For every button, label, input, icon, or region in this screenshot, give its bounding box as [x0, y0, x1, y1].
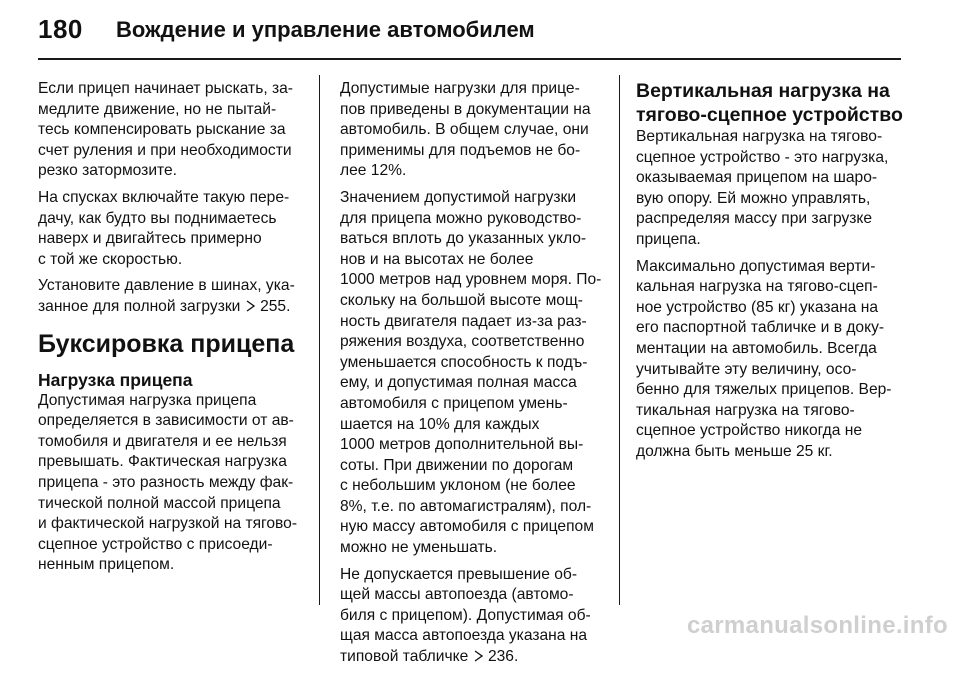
section-heading: Буксировка прицепа: [38, 329, 295, 358]
paragraph-vertical-load-max: Максимально допустимая верти- кальная нагрузка на тягово-сцеп- ное устройство (85 кг) указана на его паспортной табличке и в доку- ментации на автомобиль. Всегда учитывайте эту величину, осо- бенно для тяжелых прицепов. Вер- тикальная нагрузка на тягово- сцепное устройство никогда не должна быть меньше 25 кг.: [636, 257, 892, 460]
column-divider-1: [319, 75, 320, 605]
paragraph-trailer-load: Допустимая нагрузка прицепа определяется в зависимости от ав- томобиля и двигателя и ее нельзя превышать. Фактическая нагрузка прицепа - это разность между фак- тической полной массой прицепа и фактической нагрузкой на тягово- сцепное устройство с присоеди- ненным прицепом.: [38, 391, 298, 574]
paragraph-descent: На спусках включайте такую пере- дачу, как будто вы поднимаетесь наверх и двигайтесь примерно с той же скоростью.: [38, 188, 290, 268]
header-rule: [38, 58, 901, 60]
paragraph-permitted-loads: Допустимые нагрузки для прице- пов приведены в документации на автомобиль. В общем случае, они применимы для подъемов не бо- лее 12%.: [340, 80, 591, 180]
column-divider-2: [619, 75, 620, 605]
paragraph-vertical-load-definition: Вертикальная нагрузка на тягово- сцепное устройство - это нагрузка, оказываемая прицепом на шаро- вую опору. Ей можно управлять, распределяя массу при загрузке прицепа.: [636, 128, 889, 248]
subsection-heading: Нагрузка прицепа: [38, 369, 193, 390]
tire-pressure-text: Установите давление в шинах, ука- занное для полной загрузки: [38, 277, 295, 315]
page-reference-link[interactable]: 255.: [260, 297, 291, 315]
section-heading-vertical-load: Вертикальная нагрузка на тягово-сцепное устройство: [636, 80, 903, 126]
column-3: [636, 79, 908, 469]
page-reference-arrow-icon: [474, 650, 483, 662]
page-header: [38, 10, 923, 60]
column-1: [38, 79, 310, 582]
paragraph-yaw: Если прицеп начинает рыскать, за- медлите движение, но не пытай- тесь компенсировать рыскание за счет руления и при необходимости резко затормозите.: [38, 80, 294, 180]
chapter-title: Вождение и управление автомобилем: [116, 17, 535, 42]
gross-mass-text: Не допускается превышение об- щей массы автопоезда (автомо- биля с прицепом). Допустимая об- щая масса автопоезда указана на типовой табличке: [340, 565, 591, 666]
page-number: 180: [38, 14, 83, 44]
paragraph-altitude: Значением допустимой нагрузки для прицепа можно руководство- ваться вплоть до указанных укло- нов и на высотах не более 1000 метров над уровнем моря. По- скольку на большой высоте мощ- ность двигателя падает из-за раз- ряжения воздуха, соответственно уменьшается способность к подъ- ему, и допустимая полная масса автомобиля с прицепом умень- шается на 10% для каждых 1000 метров дополнительной вы- соты. При движении по дорогам с небольшим уклоном (не более 8%, т.е. по автомагистралям), пол- ную массу автомобиля с прицепом можно не уменьшать.: [340, 188, 602, 557]
paragraph-gross-mass: [340, 565, 612, 668]
page-reference-arrow-icon: [246, 300, 255, 312]
paragraph-tire-pressure: [38, 276, 310, 317]
page-reference-link[interactable]: 236.: [487, 648, 519, 666]
watermark: carmanualsonline.info: [686, 612, 948, 639]
column-2: [340, 79, 612, 674]
